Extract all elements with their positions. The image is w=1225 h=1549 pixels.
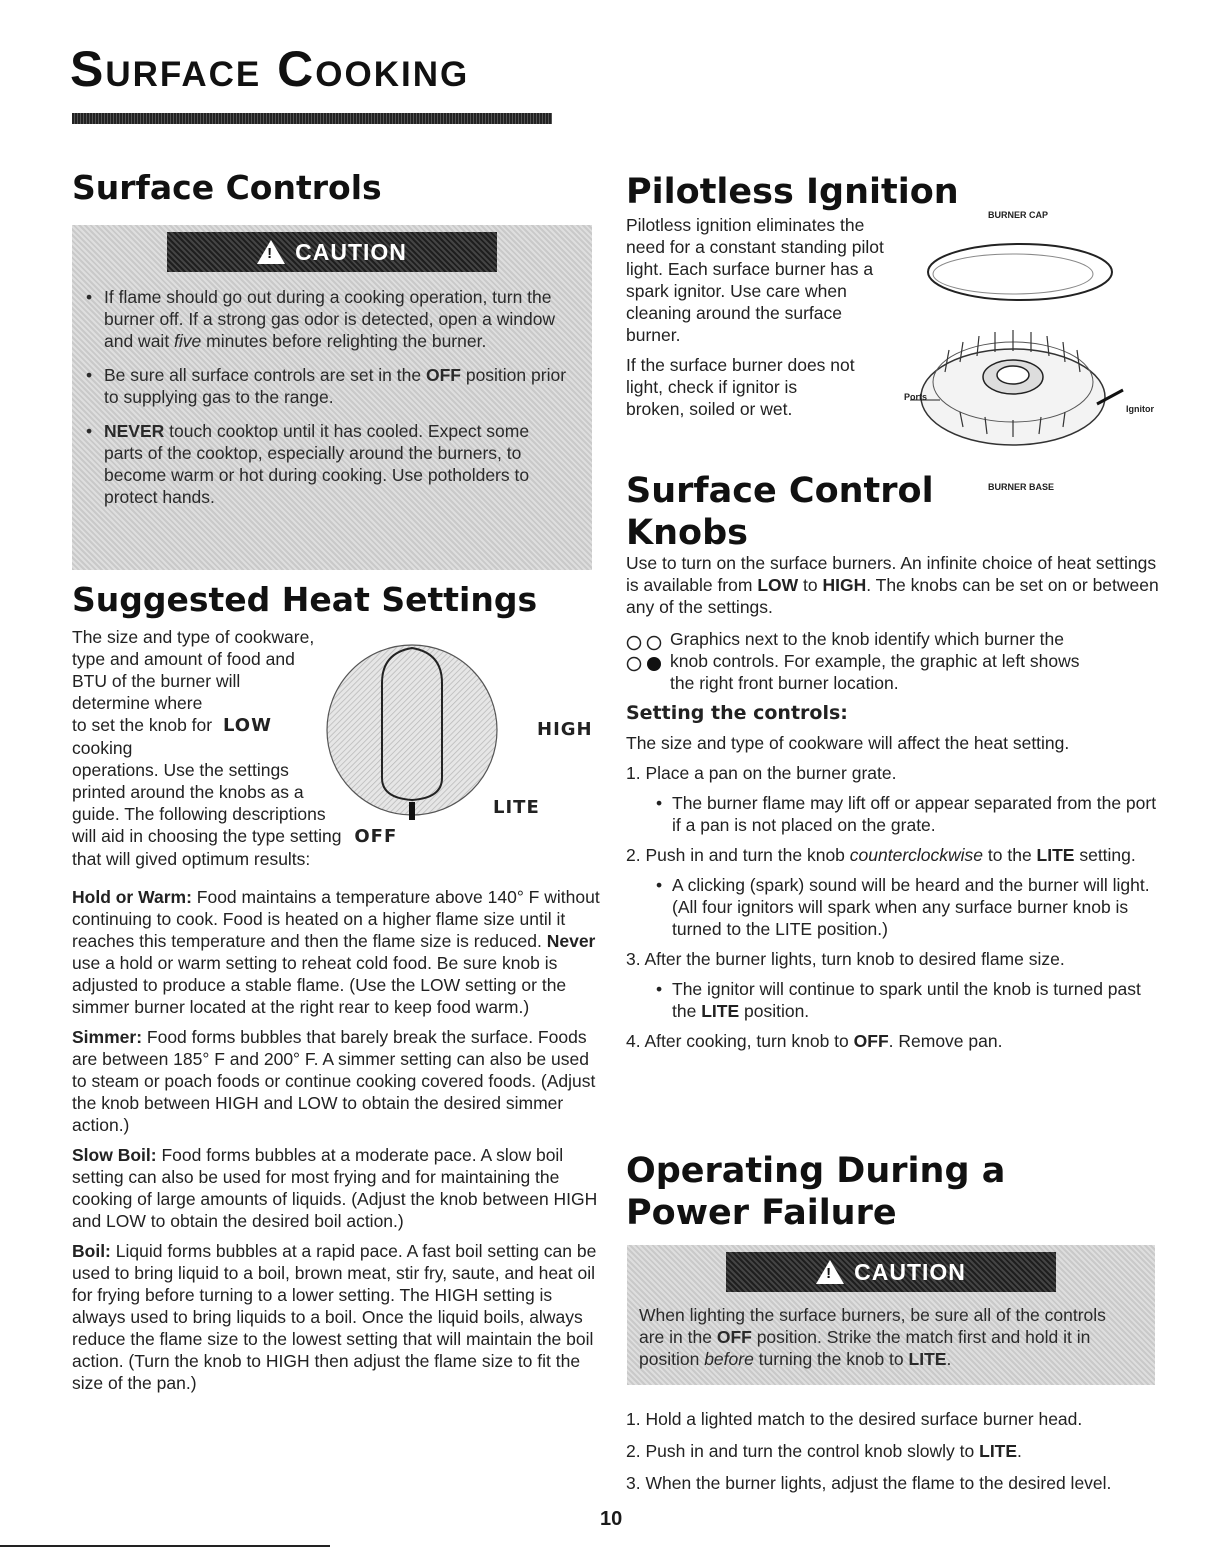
- surface-controls-heading: Surface Controls: [72, 168, 382, 207]
- dial-lite-label: LITE: [493, 797, 540, 818]
- burner-cap-label: BURNER CAP: [988, 210, 1049, 220]
- heat-settings-heading: Suggested Heat Settings: [72, 580, 538, 619]
- step-bullet: • The burner flame may lift off or appear separated from the port if a pan is not placed on the grate.: [626, 792, 1166, 836]
- knob-dial-illustration: [325, 628, 500, 828]
- step-item: 1. Hold a lighted match to the desired surface burner head.: [626, 1409, 1083, 1429]
- burner-graphic-note: Graphics next to the knob identify which burner the knob controls. For example, the graphic at left shows the right front burner location.: [626, 628, 1166, 694]
- caution-header: [167, 232, 497, 272]
- footer-rule: [0, 1545, 330, 1547]
- pilotless-text: Pilotless ignition eliminates the need for a constant standing pilot light. Each surface burner has a spark ignitor. Use care when cleaning around the surface burner. If the surface burner does not light, check if ignitor is broken, soiled or wet.: [626, 215, 884, 419]
- page-number: 10: [600, 1508, 623, 1530]
- heat-settings-intro: The size and type of cookware, type and amount of food and BTU of the burner will determine where to set the knob for LOW cooking operations. Use the settings printed around the knobs as a guide. The following descriptions will aid in choosing the type setting OFF that will gived optimum results:: [72, 627, 398, 869]
- dial-high-label: HIGH: [537, 719, 593, 740]
- caution-label: CAUTION: [295, 238, 407, 265]
- dial-off-label: OFF: [354, 826, 398, 847]
- dial-low-label: LOW: [222, 715, 272, 736]
- power-caution-text: When lighting the surface burners, be sure all of the controls are in the OFF position. Strike the match first and hold it in position before turning the knob to LITE.: [639, 1305, 1106, 1369]
- caution-item: • If flame should go out during a cooking operation, turn the burner off. If a strong gas odor is detected, open a window and wait five minutes before relighting the burner.: [82, 286, 572, 352]
- warning-icon: !: [816, 1260, 844, 1284]
- power-caution-header: [726, 1252, 1056, 1292]
- caution-box: [72, 225, 592, 570]
- setting-controls-subheading: Setting the controls:: [626, 702, 848, 724]
- caution-list: [82, 286, 572, 508]
- knobs-intro: Use to turn on the surface burners. An infinite choice of heat settings is available from LOW to HIGH. The knobs can be set on or between any of the settings.: [626, 553, 1159, 617]
- hold-warm-paragraph: Hold or Warm: Food maintains a temperature above 140° F without continuing to cook. Food is heated on a higher flame size until it reaches this temperature and then the flame size is reduced. Never use a hold or warm setting to reheat cold food. Be sure knob is adjusted to produce a stable flame. (Use the LOW setting or the simmer burner located at the right rear to keep food warm.): [72, 887, 600, 1017]
- power-caution-box: [627, 1245, 1155, 1385]
- step-item: 2. Push in and turn the control knob slowly to LITE.: [626, 1441, 1022, 1461]
- slow-boil-paragraph: Slow Boil: Food forms bubbles at a moderate pace. A slow boil setting can also be used for most frying and for maintaining the cooking of large amounts of liquids. (Adjust the knob between HIGH and LOW to obtain the desired boil action.): [72, 1145, 598, 1231]
- step-item: 4. After cooking, turn knob to OFF. Remove pan.: [626, 1031, 1003, 1051]
- burner-illustration: [905, 222, 1135, 482]
- burner-base-label: BURNER BASE: [988, 482, 1055, 492]
- step-item: 1. Place a pan on the burner grate.: [626, 763, 897, 783]
- heat-setting-descriptions: [72, 886, 602, 1402]
- caution-item: • NEVER touch cooktop until it has cooled. Expect some parts of the cooktop, especially around the burners, to become warm or hot during cooking. Use potholders to protect hands.: [82, 420, 572, 508]
- ignitor-label: Ignitor: [1126, 404, 1154, 414]
- lighting-steps: [626, 762, 1166, 1052]
- page-title: Surface Cooking: [70, 41, 470, 97]
- title-rule: [72, 113, 552, 124]
- power-failure-heading: Operating During a Power Failure: [626, 1151, 1006, 1233]
- step-bullet: • A clicking (spark) sound will be heard and the burner will light. (All four ignitors will spark when any surface burner knob is turned to the LITE position.): [626, 874, 1166, 940]
- pilotless-heading: Pilotless Ignition: [626, 172, 959, 212]
- power-failure-steps: [626, 1408, 1171, 1494]
- step-bullet: • The ignitor will continue to spark until the knob is turned past the LITE position.: [626, 978, 1166, 1022]
- step-item: 3. After the burner lights, turn knob to desired flame size.: [626, 949, 1065, 969]
- step-item: 2. Push in and turn the knob counterclockwise to the LITE setting.: [626, 845, 1136, 865]
- simmer-paragraph: Simmer: Food forms bubbles that barely break the surface. Foods are between 185° F and 200° F. A simmer setting can also be used to steam or poach foods or continue cooking covered foods. (Adjust the knob between HIGH and LOW to obtain the desired simmer action.): [72, 1027, 596, 1135]
- boil-paragraph: Boil: Liquid forms bubbles at a rapid pace. A fast boil setting can be used to bring liquid to a boil, brown meat, stir fry, saute, and heat oil for frying before turning to a lower setting. The HIGH setting is always used to bring liquids to a boil. Once the liquid boils, always reduce the flame size to the lowest setting that will maintain the boil action. (Turn the knob to HIGH then adjust the flame size to fit the size of the pan.): [72, 1241, 597, 1393]
- step-item: 3. When the burner lights, adjust the flame to the desired level.: [626, 1473, 1112, 1493]
- caution-item: • Be sure all surface controls are set in the OFF position prior to supplying gas to the range.: [82, 364, 572, 408]
- warning-icon: !: [257, 240, 285, 264]
- knobs-section: [626, 552, 1166, 1060]
- burner-location-icon: [626, 634, 664, 674]
- setting-controls-lead: The size and type of cookware will affect the heat setting.: [626, 733, 1070, 753]
- knobs-heading: Surface Control Knobs: [626, 471, 934, 553]
- ports-label: Ports: [904, 392, 928, 402]
- power-caution-label: CAUTION: [854, 1258, 966, 1285]
